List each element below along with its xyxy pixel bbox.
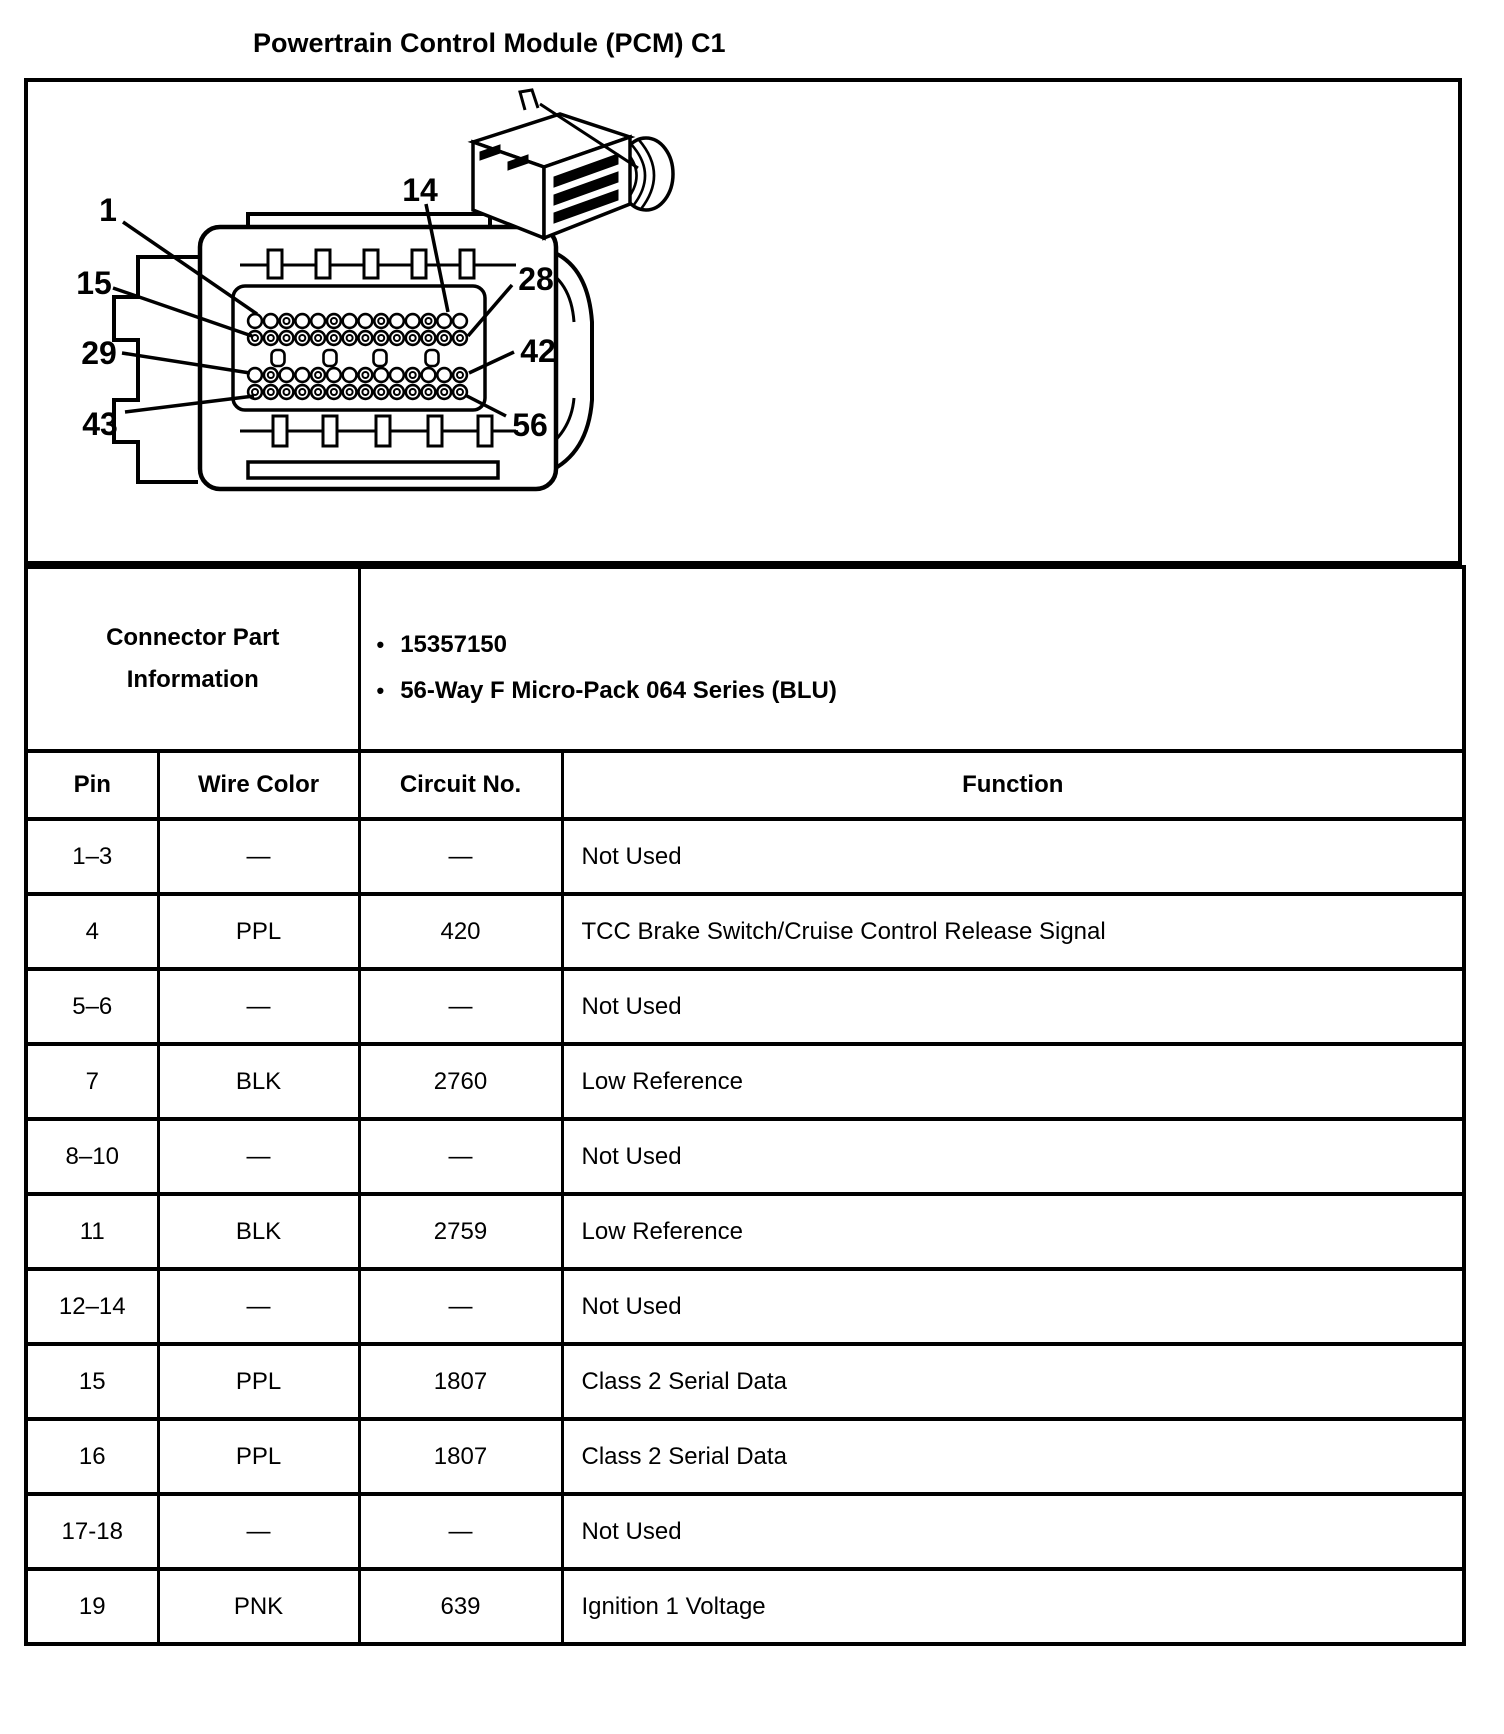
list-item	[377, 676, 1463, 706]
terminal-cavity	[374, 385, 388, 399]
cell-circuit-no: 420	[359, 894, 562, 969]
terminal-cavity	[359, 331, 373, 345]
terminal-cavity	[437, 331, 451, 345]
pin-label-15: 15	[76, 265, 112, 301]
terminal-cavity	[359, 385, 373, 399]
cell-circuit-no: —	[359, 1269, 562, 1344]
table-row	[26, 1119, 1464, 1194]
pinout-table	[24, 565, 1466, 1646]
table-row	[26, 1194, 1464, 1269]
cell-wire-color: —	[158, 1119, 359, 1194]
pin-label-14: 14	[402, 172, 438, 208]
cell-pin: 5–6	[26, 969, 158, 1044]
terminal-cavity	[343, 385, 357, 399]
cell-wire-color: BLK	[158, 1044, 359, 1119]
terminal-cavity	[390, 368, 404, 382]
top-latch	[412, 250, 426, 278]
terminal-cavity	[264, 368, 278, 382]
terminal-cavity	[248, 314, 262, 328]
terminal-cavity	[311, 331, 325, 345]
list-item	[377, 630, 1463, 660]
bottom-latch	[478, 416, 492, 446]
pin-label-29: 29	[81, 335, 117, 371]
cell-pin: 19	[26, 1569, 158, 1644]
pin-label-28: 28	[518, 261, 554, 297]
table-row	[26, 1569, 1464, 1644]
terminal-cavity	[311, 385, 325, 399]
cell-pin: 8–10	[26, 1119, 158, 1194]
cell-wire-color: PPL	[158, 1419, 359, 1494]
table-row	[26, 819, 1464, 894]
cell-circuit-no: 639	[359, 1569, 562, 1644]
cell-function: Not Used	[562, 969, 1464, 1044]
pin-label-1: 1	[99, 192, 117, 228]
cell-pin: 7	[26, 1044, 158, 1119]
cell-circuit-no: —	[359, 1494, 562, 1569]
cell-wire-color: —	[158, 1494, 359, 1569]
cell-function: Not Used	[562, 1119, 1464, 1194]
terminal-cavity	[343, 331, 357, 345]
cell-function: Not Used	[562, 819, 1464, 894]
terminal-cavity	[422, 385, 436, 399]
cell-circuit-no: —	[359, 969, 562, 1044]
cell-pin: 4	[26, 894, 158, 969]
cell-circuit-no: 2759	[359, 1194, 562, 1269]
column-header-wire-color: Wire Color	[158, 751, 359, 819]
terminal-cavity	[327, 368, 341, 382]
table-row	[26, 894, 1464, 969]
table-row	[26, 1419, 1464, 1494]
pin-label-42: 42	[520, 333, 556, 369]
left-bracket	[114, 257, 198, 482]
terminal-cavity	[264, 331, 278, 345]
cell-function: Not Used	[562, 1494, 1464, 1569]
terminal-cavity	[343, 368, 357, 382]
bottom-plate	[248, 462, 498, 478]
terminal-cavity	[406, 314, 420, 328]
terminal-cavity	[406, 385, 420, 399]
cell-pin: 15	[26, 1344, 158, 1419]
bottom-latch	[428, 416, 442, 446]
terminal-cavity	[374, 331, 388, 345]
terminal-cavity	[437, 314, 451, 328]
terminal-cavity	[295, 331, 309, 345]
table-row	[26, 1494, 1464, 1569]
top-latch	[316, 250, 330, 278]
terminal-cavity	[327, 331, 341, 345]
terminal-cavity	[437, 385, 451, 399]
cell-pin: 16	[26, 1419, 158, 1494]
table-row	[26, 1044, 1464, 1119]
top-latch	[460, 250, 474, 278]
table-row	[26, 969, 1464, 1044]
top-latch	[364, 250, 378, 278]
cell-circuit-no: —	[359, 1119, 562, 1194]
terminal-cavity	[390, 331, 404, 345]
terminal-cavity	[264, 314, 278, 328]
cell-function: Ignition 1 Voltage	[562, 1569, 1464, 1644]
part-info-label: Connector Part Information	[106, 624, 280, 693]
cell-pin: 17-18	[26, 1494, 158, 1569]
bullet-icon: •	[376, 678, 385, 703]
pin-label-43: 43	[82, 406, 118, 442]
bottom-latch	[273, 416, 287, 446]
terminal-cavity	[437, 368, 451, 382]
terminal-cavity	[422, 331, 436, 345]
terminal-cavity	[248, 368, 262, 382]
terminal-cavity	[390, 314, 404, 328]
pin-label-56: 56	[512, 407, 548, 443]
terminal-cavity	[343, 314, 357, 328]
terminal-cavity	[453, 314, 467, 328]
terminal-cavity	[359, 314, 373, 328]
index-hole	[374, 350, 387, 366]
lock-tab	[520, 90, 538, 110]
cell-wire-color: PNK	[158, 1569, 359, 1644]
part-info-values-cell	[359, 567, 1464, 751]
terminal-cavity	[406, 331, 420, 345]
cell-circuit-no: —	[359, 819, 562, 894]
cell-wire-color: BLK	[158, 1194, 359, 1269]
terminal-cavity	[422, 368, 436, 382]
cell-pin: 11	[26, 1194, 158, 1269]
top-latch	[268, 250, 282, 278]
cell-function: Low Reference	[562, 1194, 1464, 1269]
index-hole	[324, 350, 337, 366]
page-title: Powertrain Control Module (PCM) C1	[253, 28, 726, 58]
three-d-view	[473, 90, 673, 238]
connector-diagram	[24, 78, 1462, 565]
part-info-header-cell	[26, 567, 359, 751]
part-info-row	[26, 567, 1464, 751]
cell-function: TCC Brake Switch/Cruise Control Release Signal	[562, 894, 1464, 969]
terminal-cavity	[295, 368, 309, 382]
terminal-cavity	[295, 314, 309, 328]
terminal-cavity	[406, 368, 420, 382]
terminal-cavity	[327, 314, 341, 328]
terminal-cavity	[280, 385, 294, 399]
terminal-cavity	[248, 331, 262, 345]
connector-series: 56-Way F Micro-Pack 064 Series (BLU)	[400, 677, 837, 704]
terminal-cavity	[311, 368, 325, 382]
terminal-cavity	[327, 385, 341, 399]
cell-function: Class 2 Serial Data	[562, 1344, 1464, 1419]
terminal-cavity	[422, 314, 436, 328]
table-row	[26, 1269, 1464, 1344]
terminal-cavity	[453, 331, 467, 345]
terminal-cavity	[453, 368, 467, 382]
column-header-function: Function	[562, 751, 1464, 819]
bullet-icon: •	[376, 632, 385, 657]
cell-wire-color: PPL	[158, 1344, 359, 1419]
cell-wire-color: —	[158, 969, 359, 1044]
terminal-cavity	[359, 368, 373, 382]
index-hole	[272, 350, 285, 366]
part-info-bullet-list	[361, 612, 1463, 706]
bottom-latch	[376, 416, 390, 446]
terminal-cavity	[374, 314, 388, 328]
terminal-cavity	[264, 385, 278, 399]
part-number: 15357150	[400, 631, 507, 658]
terminal-cavity	[311, 314, 325, 328]
cell-wire-color: —	[158, 819, 359, 894]
terminal-cavity	[280, 331, 294, 345]
column-header-pin: Pin	[26, 751, 158, 819]
terminal-cavity	[295, 385, 309, 399]
cell-circuit-no: 2760	[359, 1044, 562, 1119]
cell-circuit-no: 1807	[359, 1344, 562, 1419]
table-row	[26, 1344, 1464, 1419]
cell-function: Not Used	[562, 1269, 1464, 1344]
column-header-circuit-no: Circuit No.	[359, 751, 562, 819]
cell-function: Low Reference	[562, 1044, 1464, 1119]
table-header-row	[26, 751, 1464, 819]
cell-circuit-no: 1807	[359, 1419, 562, 1494]
index-hole	[426, 350, 439, 366]
terminal-cavity	[374, 368, 388, 382]
terminal-cavity	[280, 368, 294, 382]
bottom-latch	[323, 416, 337, 446]
terminal-cavity	[280, 314, 294, 328]
cell-pin: 12–14	[26, 1269, 158, 1344]
cell-pin: 1–3	[26, 819, 158, 894]
cell-wire-color: —	[158, 1269, 359, 1344]
connector-diagram-svg	[28, 82, 1458, 561]
cell-wire-color: PPL	[158, 894, 359, 969]
cell-function: Class 2 Serial Data	[562, 1419, 1464, 1494]
terminal-cavity	[390, 385, 404, 399]
